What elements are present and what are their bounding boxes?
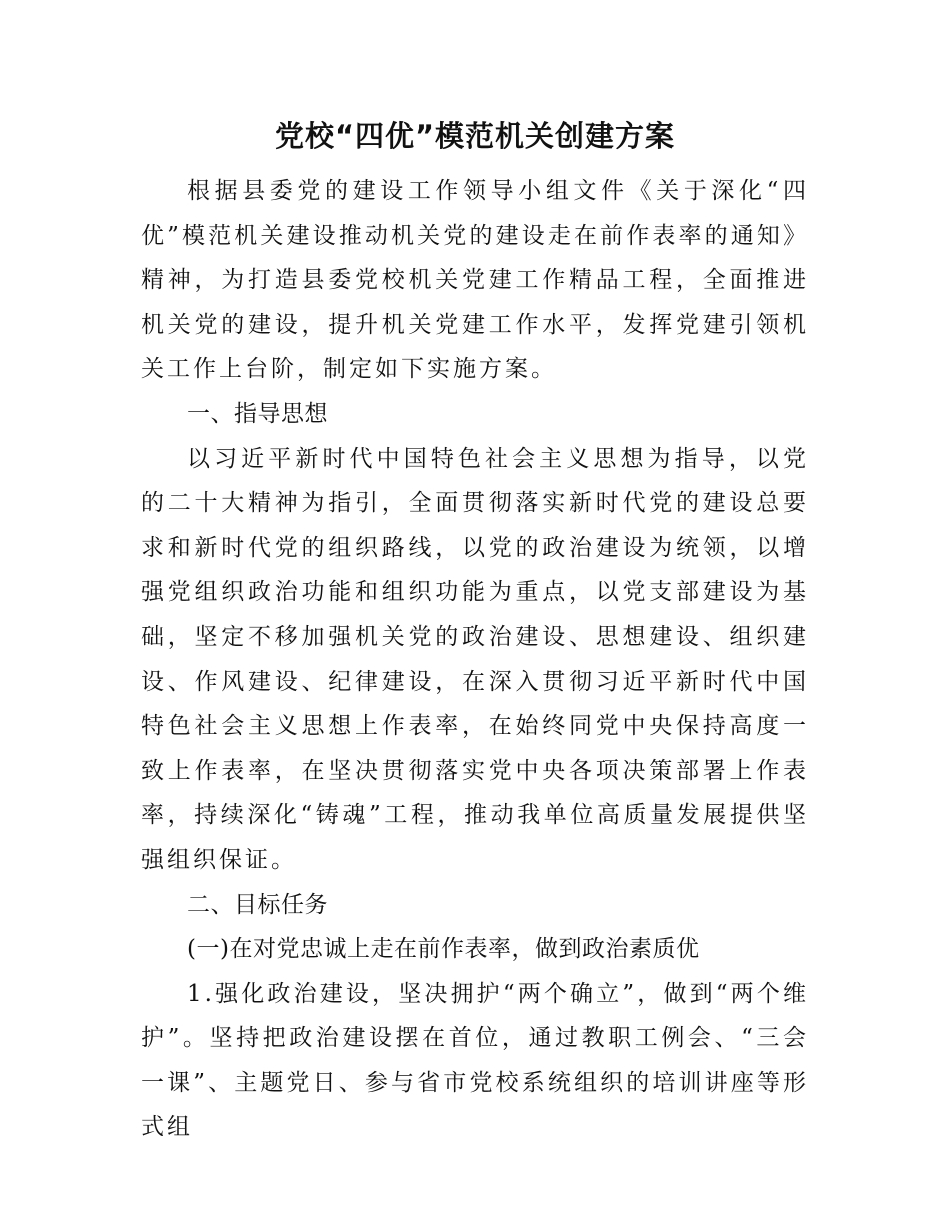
paragraph-item-1: 1.强化政治建设，坚决拥护“两个确立”，做到“两个维护”。坚持把政治建设摆在首位，通过教职工例会、“三会一课”、主题党日、参与省市党校系统组织的培训讲座等形式组 (141, 980, 809, 1141)
subheading-political-quality: (一)在对党忠诚上走在前作表率，做到政治素质优 (187, 936, 700, 963)
document-body (141, 169, 809, 1150)
heading-goals-tasks: 二、目标任务 (187, 891, 328, 918)
heading-guiding-ideology: 一、指导思想 (187, 400, 328, 427)
paragraph-guiding-ideology: 以习近平新时代中国特色社会主义思想为指导，以党的二十大精神为指引，全面贯彻落实新时代党的建设总要求和新时代党的组织路线，以党的政治建设为统领，以增强党组织政治功能和组织功能为重点，以党支部建设为基础，坚定不移加强机关党的政治建设、思想建设、组织建设、作风建设、纪律建设，在深入贯彻习近平新时代中国特色社会主义思想上作表率，在始终同党中央保持高度一致上作表率，在坚决贯彻落实党中央各项决策部署上作表率，持续深化“铸魂”工程，推动我单位高质量发展提供坚强组织保证。 (141, 445, 809, 873)
document-title: 党校“四优”模范机关创建方案 (274, 119, 676, 153)
paragraph-intro: 根据县委党的建设工作领导小组文件《关于深化“四优”模范机关建设推动机关党的建设走在前作表率的通知》精神，为打造县委党校机关党建工作精品工程，全面推进机关党的建设，提升机关党建工作水平，发挥党建引领机关工作上台阶，制定如下实施方案。 (141, 178, 809, 383)
